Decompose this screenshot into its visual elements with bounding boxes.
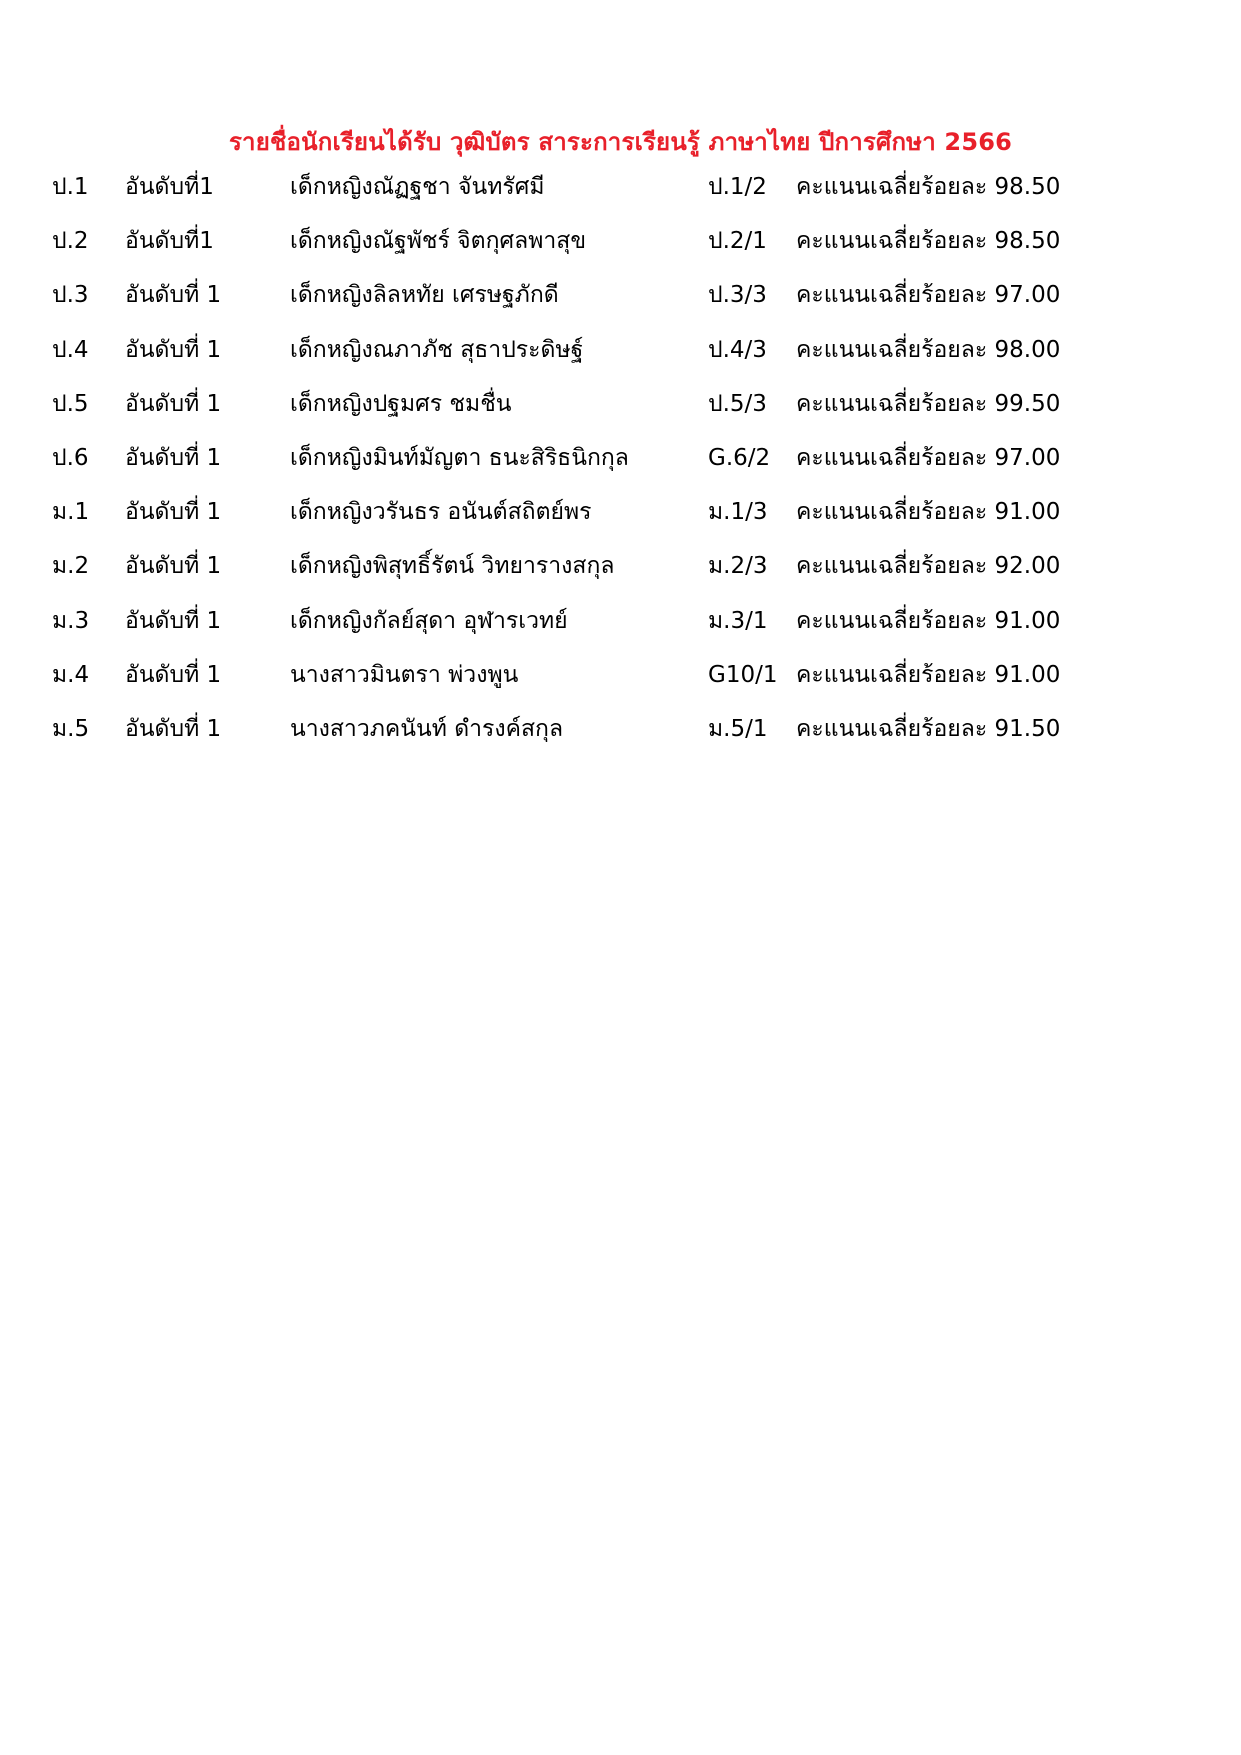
student-name: เด็กหญิงณภาภัช สุธาประดิษฐ์ — [290, 336, 584, 363]
student-name: เด็กหญิงกัลย์สุดา อุฬารเวทย์ — [290, 607, 568, 634]
average-score: คะแนนเฉลี่ยร้อยละ 97.00 — [796, 282, 1061, 309]
list-item — [0, 497, 1241, 551]
rank-label: อันดับที่1 — [125, 228, 214, 255]
average-score: คะแนนเฉลี่ยร้อยละ 92.00 — [796, 553, 1061, 580]
grade-level: ป.4 — [52, 336, 89, 363]
average-score: คะแนนเฉลี่ยร้อยละ 91.00 — [796, 499, 1061, 526]
grade-level: ม.5 — [52, 715, 90, 742]
grade-level: ป.1 — [52, 174, 89, 200]
average-score: คะแนนเฉลี่ยร้อยละ 98.00 — [796, 336, 1061, 363]
grade-level: ม.1 — [52, 499, 90, 526]
list-item — [0, 551, 1241, 605]
average-score: คะแนนเฉลี่ยร้อยละ 99.50 — [796, 390, 1061, 417]
list-item — [0, 389, 1241, 443]
rank-label: อันดับที่ 1 — [125, 336, 222, 363]
average-score: คะแนนเฉลี่ยร้อยละ 97.00 — [796, 444, 1061, 471]
student-name: เด็กหญิงณัฐพัชร์ จิตกุศลพาสุข — [290, 228, 587, 255]
student-list — [0, 172, 1241, 768]
rank-label: อันดับที่ 1 — [125, 499, 222, 526]
rank-label: อันดับที่ 1 — [125, 661, 222, 688]
grade-level: ม.4 — [52, 661, 90, 688]
list-item — [0, 443, 1241, 497]
grade-level: ม.2 — [52, 553, 90, 580]
rank-label: อันดับที่ 1 — [125, 444, 222, 471]
list-item — [0, 660, 1241, 714]
class-room: ป.3/3 — [708, 282, 767, 309]
class-room: ป.4/3 — [708, 336, 767, 363]
class-room: G.6/2 — [708, 444, 771, 471]
student-name: นางสาวมินตรา พ่วงพูน — [290, 661, 519, 688]
list-item — [0, 280, 1241, 334]
class-room: ป.2/1 — [708, 228, 767, 255]
rank-label: อันดับที่ 1 — [125, 282, 222, 309]
rank-label: อันดับที่ 1 — [125, 390, 222, 417]
class-room: G10/1 — [708, 661, 778, 688]
rank-label: อันดับที่ 1 — [125, 553, 222, 580]
list-item — [0, 335, 1241, 389]
class-room: ม.1/3 — [708, 499, 768, 526]
grade-level: ป.2 — [52, 228, 89, 255]
average-score: คะแนนเฉลี่ยร้อยละ 98.50 — [796, 228, 1061, 255]
average-score: คะแนนเฉลี่ยร้อยละ 91.00 — [796, 661, 1061, 688]
grade-level: ป.6 — [52, 444, 89, 471]
student-name: เด็กหญิงมินท์มัญตา ธนะสิริธนิกกุล — [290, 444, 629, 471]
student-name: นางสาวภคนันท์ ดำรงค์สกุล — [290, 715, 564, 742]
average-score: คะแนนเฉลี่ยร้อยละ 91.00 — [796, 607, 1061, 634]
list-item — [0, 714, 1241, 768]
average-score: คะแนนเฉลี่ยร้อยละ 98.50 — [796, 174, 1061, 200]
student-name: เด็กหญิงลิลหทัย เศรษฐภักดี — [290, 282, 559, 309]
rank-label: อันดับที่ 1 — [125, 607, 222, 634]
rank-label: อันดับที่ 1 — [125, 715, 222, 742]
student-name: เด็กหญิงวรันธร อนันต์สถิตย์พร — [290, 499, 592, 526]
list-item — [0, 172, 1241, 226]
list-item — [0, 606, 1241, 660]
class-room: ม.5/1 — [708, 715, 768, 742]
class-room: ป.5/3 — [708, 390, 767, 417]
grade-level: ป.5 — [52, 390, 89, 417]
class-room: ป.1/2 — [708, 174, 767, 200]
document-title: รายชื่อนักเรียนได้รับ วุฒิบัตร สาระการเรียนรู้ ภาษาไทย ปีการศึกษา 2566 — [228, 128, 1013, 156]
grade-level: ป.3 — [52, 282, 89, 309]
student-name: เด็กหญิงปฐมศร ชมชื่น — [290, 390, 512, 417]
rank-label: อันดับที่1 — [125, 174, 214, 200]
grade-level: ม.3 — [52, 607, 90, 634]
student-name: เด็กหญิงณัฏฐชา จันทรัศมี — [290, 174, 545, 200]
student-name: เด็กหญิงพิสุทธิ์รัตน์ วิทยารางสกุล — [290, 553, 615, 580]
list-item — [0, 226, 1241, 280]
class-room: ม.2/3 — [708, 553, 768, 580]
class-room: ม.3/1 — [708, 607, 768, 634]
average-score: คะแนนเฉลี่ยร้อยละ 91.50 — [796, 715, 1061, 742]
